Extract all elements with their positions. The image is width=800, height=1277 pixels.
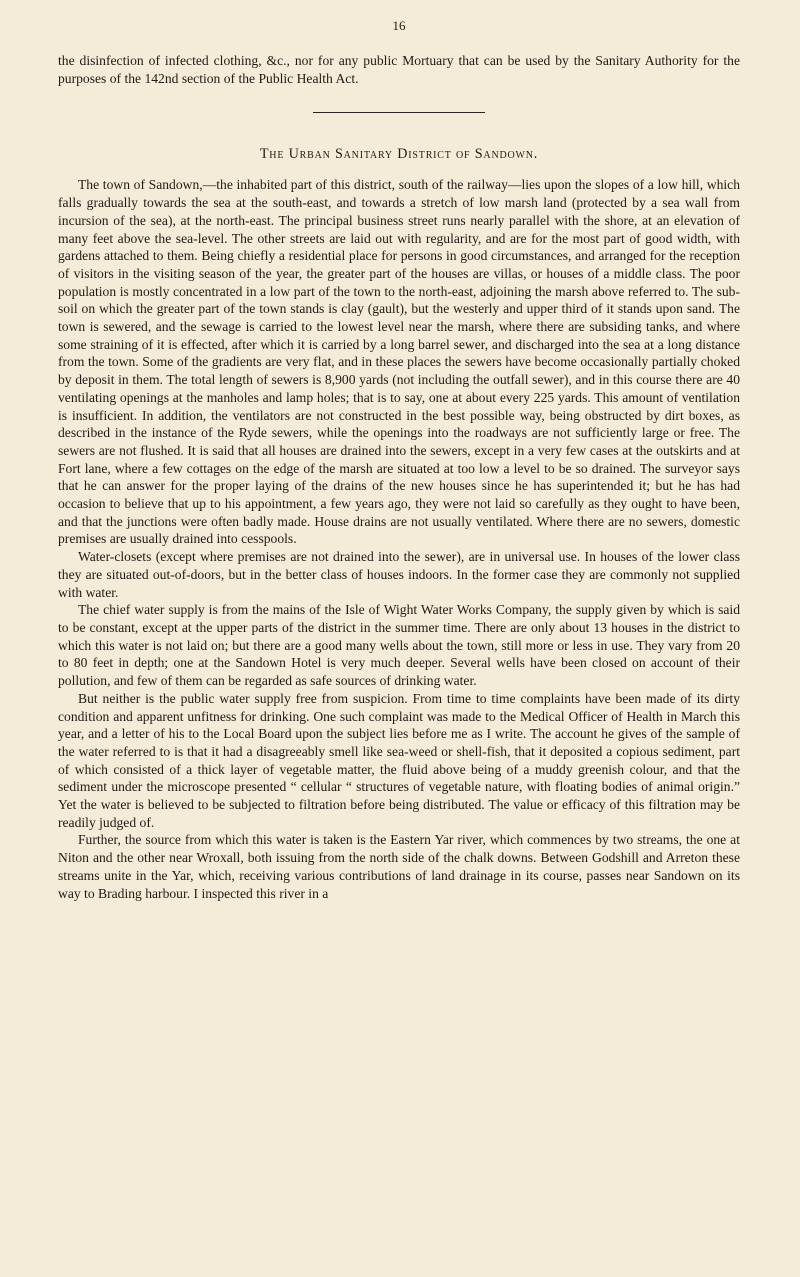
paragraph-sewerage: The town of Sandown,—the inhabited part of this district, south of the railway—lies upon the slopes of a low hill, which falls gradually towards the sea at the south-east, and towards a stretch of low marsh land (protected by a sea wall from incursion of the sea), at the north-east. The principal business street runs nearly parallel with the shore, at an elevation of many feet above the sea-level. The other streets are laid out with regularity, and are for the most part of good width, with gardens attached to them. Being chiefly a residential place for persons in good circumstances, and arranged for the reception of visitors in the visiting season of the year, the greater part of the houses are villas, or houses of a middle class. The poor population is mostly concentrated in a low part of the town to the north-east, adjoining the marsh above referred to. The sub-soil on which the greater part of the town stands is clay (gault), but the westerly and upper third of it stands upon sand. The town is sewered, and the sewage is carried to the lowest level near the marsh, where there are subsiding tanks, and where some straining of it is effected, after which it is carried by a long barrel sewer, and discharged into the sea at a long distance from the town. Some of the gradients are very flat, and in these places the sewers have become occasionally partially choked by deposit in them. The total length of sewers is 8,900 yards (not including the outfall sewer), and in this course there are 40 ventilating openings at the manholes and lamp holes; that is to say, one at about every 225 yards. This amount of ventilation is insufficient. In addition, the ventilators are not constructed in the best possible way, being obstructed by dirt boxes, as described in the instance of the Ryde sewers, while the openings into the roadways are not sufficiently large or free. The sewers are not flushed. It is said that all houses are drained into the sewers, except in a very few cases at the outskirts and at Fort lane, where a few cottages on the edge of the marsh are situated at too low a level to be so drained. The surveyor says that he can answer for the proper laying of the drains of the new houses since he has superintended it; but he has had occasion to believe that up to his appointment, a few years ago, they were not laid so carefully as they ought to have been, and that the junctions were often badly made. House drains are not usually ventilated. Where there are no sewers, domestic premises are usually drained into cesspools. [58,177,740,547]
page-number: 16 [392,18,406,33]
paragraph-water-supply: The chief water supply is from the mains of the Isle of Wight Water Works Company, the supply given by which is said to be constant, except at the upper parts of the district in the summer time. There are only about 13 houses in the district to which this water is not laid on; but there are a good many wells about the town, still more or less in use. They vary from 20 to 80 feet in depth; one at the Sandown Hotel is very much deeper. Several wells have been closed on account of their pollution, and few of them can be regarded as safe sources of drinking water. [58,602,740,689]
paragraph-complaints: But neither is the public water supply free from suspicion. From time to time complaints have been made of its dirty condition and apparent unfitness for drinking. One such complaint was made to the Medical Officer of Health in March this year, and a letter of his to the Local Board upon the subject lies before me as I write. The account he gives of the sample of the water referred to is that it had a disagreeably smell like sea-weed or shell-fish, that it deposited a copious sediment, part of which consisted of a thick layer of vegetable matter, the fluid above being of a muddy greenish colour, and that the sediment under the microscope presented “ cellular “ structures of vegetable nature, with floating bodies of animal origin.” Yet the water is believed to be subjected to filtration before being distributed. The value or efficacy of this filtration may be readily judged of. [58,690,740,830]
paragraph-yar-river: Further, the source from which this water is taken is the Eastern Yar river, which commences by two streams, the one at Niton and the other near Wroxall, both issuing from the north side of the chalk downs. Between Godshill and Arreton these streams unite in the Yar, which, receiving various contributions of land drainage in its course, passes near Sandown on its way to Brading harbour. I inspected this river in a [58,832,740,901]
opening-text: the disinfection of infected clothing, &c., nor for any public Mortuary that can be used by the Sanitary Authority for the purposes of the 142nd section of the Public Health Act. [58,53,740,86]
document-page [58,18,740,902]
section-heading: The Urban Sanitary District of Sandown. [259,146,539,163]
section-divider [313,112,485,113]
paragraph-water-closets: Water-closets (except where premises are not drained into the sewer), are in universal use. In houses of the lower class they are situated out-of-doors, but in the better class of houses indoors. In the former case they are commonly not supplied with water. [58,549,740,600]
